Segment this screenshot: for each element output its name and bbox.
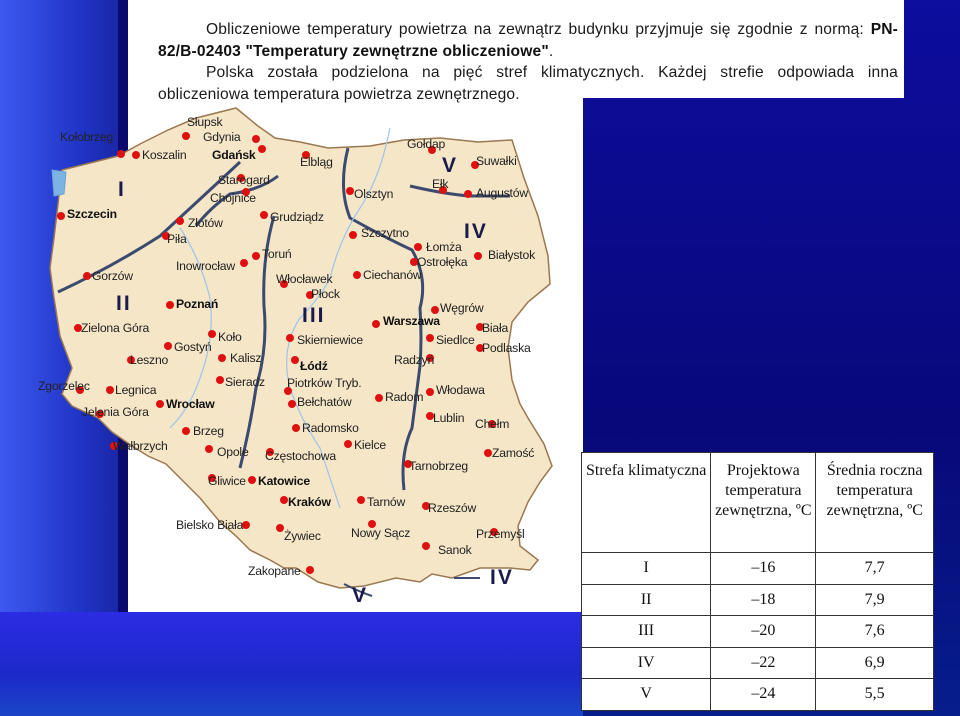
city-label: Zielona Góra — [81, 321, 150, 335]
city-dot — [276, 524, 284, 532]
city-dot — [346, 187, 354, 195]
city-dot — [156, 400, 164, 408]
annual-temp-cell: 7,6 — [816, 616, 934, 648]
zone-cell: IV — [582, 647, 711, 679]
city-dot — [258, 145, 266, 153]
zone-label-II: II — [116, 292, 132, 315]
city-dot — [353, 271, 361, 279]
city-dot — [280, 496, 288, 504]
city-label: Chełm — [475, 417, 510, 431]
city-label: Toruń — [262, 247, 292, 261]
city-dot — [240, 259, 248, 267]
city-dot — [344, 440, 352, 448]
design-temp-cell: –20 — [711, 616, 816, 648]
city-dot — [464, 190, 472, 198]
table-body — [582, 553, 934, 711]
city-label: Suwałki — [476, 154, 517, 168]
city-dot — [83, 272, 91, 280]
city-dot — [291, 356, 299, 364]
annual-temp-cell: 7,7 — [816, 553, 934, 585]
annual-temp-cell: 7,9 — [816, 584, 934, 616]
city-dot — [252, 135, 260, 143]
city-dot — [357, 496, 365, 504]
city-dot — [474, 252, 482, 260]
header-annual-temp: Średnia roczna temperatura zewnętrzna, ºC — [816, 453, 934, 553]
city-dot — [252, 252, 260, 260]
intro-line-2-suffix: . — [548, 42, 554, 60]
city-label: Koło — [218, 330, 242, 344]
city-dot — [484, 449, 492, 457]
city-label: Brzeg — [193, 424, 224, 438]
city-label: Włocławek — [276, 272, 333, 286]
city-label: Kołobrzeg — [60, 130, 114, 144]
city-label: Płock — [311, 287, 340, 301]
city-label: Wrocław — [166, 397, 215, 411]
city-label: Sieradz — [225, 375, 265, 389]
header-zone: Strefa klimatyczna — [582, 453, 711, 553]
annual-temp-cell: 5,5 — [816, 679, 934, 711]
city-dot — [208, 330, 216, 338]
city-dot — [182, 132, 190, 140]
city-dot — [164, 342, 172, 350]
city-label: Podlaska — [482, 341, 531, 355]
city-label: Leszno — [130, 353, 169, 367]
city-label: Szczecin — [67, 207, 117, 221]
design-temp-cell: –24 — [711, 679, 816, 711]
city-label: Gołdap — [407, 137, 446, 151]
design-temp-cell: –18 — [711, 584, 816, 616]
city-label: Piotrków Tryb. — [287, 376, 362, 390]
table-row — [582, 679, 934, 711]
table-row — [582, 584, 934, 616]
city-dot — [182, 427, 190, 435]
zone-cell: I — [582, 553, 711, 585]
city-label: Tarnobrzeg — [409, 459, 468, 473]
city-dot — [132, 151, 140, 159]
city-label: Elbląg — [300, 155, 333, 169]
city-dot — [216, 376, 224, 384]
city-label: Nowy Sącz — [351, 526, 411, 540]
city-dot — [426, 334, 434, 342]
city-dot — [260, 211, 268, 219]
city-label: Łódź — [300, 359, 328, 373]
city-dot — [205, 445, 213, 453]
city-label: Łomża — [426, 240, 462, 254]
city-label: Bielsko Biała — [176, 518, 244, 532]
city-label: Zgorzelec — [38, 379, 90, 393]
zone-cell: V — [582, 679, 711, 711]
city-label: Gliwice — [208, 474, 246, 488]
city-dot — [431, 306, 439, 314]
city-label: Sanok — [438, 543, 472, 557]
city-label: Ostrołęka — [417, 255, 468, 269]
city-dot — [306, 566, 314, 574]
city-label: Siedlce — [436, 333, 475, 347]
city-dot — [57, 212, 65, 220]
city-label: Zamość — [492, 446, 535, 460]
city-dot — [106, 386, 114, 394]
city-label: Gostyń — [174, 340, 212, 354]
city-label: Kalisz — [230, 351, 262, 365]
city-label: Włodawa — [436, 383, 485, 397]
city-label: Jelenia Góra — [82, 405, 149, 419]
city-dot — [292, 424, 300, 432]
city-label: Gorzów — [92, 269, 133, 283]
city-label: Kielce — [354, 438, 386, 452]
intro-line-3: Polska została podzielona na pięć stref klimatycznych. Każdej strefie odpowiada inna obliczeniowa temperatura powietrza zewnętrznego. — [158, 64, 898, 103]
city-label: Ciechanów — [363, 268, 422, 282]
zone-label-IV: IV — [464, 220, 488, 243]
city-label: Wałbrzych — [113, 439, 168, 453]
zone-label-III: III — [302, 304, 326, 327]
city-dot — [349, 231, 357, 239]
city-label: Warszawa — [383, 314, 440, 328]
header-design-temp: Projektowa temperatura zewnętrzna, ºC — [711, 453, 816, 553]
background-bottom-panel — [0, 612, 583, 716]
city-dot — [422, 542, 430, 550]
city-dot — [218, 354, 226, 362]
zone-label-V: V — [442, 154, 459, 177]
city-dot — [414, 243, 422, 251]
city-label: Olsztyn — [354, 187, 394, 201]
city-label: Zakopane — [248, 564, 301, 578]
poland-climate-zone-map — [0, 98, 583, 612]
zone-cell: III — [582, 616, 711, 648]
city-label: Kraków — [288, 495, 331, 509]
city-label: Gdynia — [203, 130, 241, 144]
city-label: Rzeszów — [428, 501, 477, 515]
city-dot — [375, 394, 383, 402]
city-dot — [288, 400, 296, 408]
city-label: Bełchatów — [297, 395, 352, 409]
city-label: Słupsk — [187, 115, 223, 129]
intro-line-1: Obliczeniowe temperatury powietrza na zewnątrz budynku przyjmuje się zgodnie z — [206, 21, 808, 38]
climate-zone-table — [581, 452, 934, 711]
szczecin-lagoon — [52, 170, 66, 196]
intro-line-2-prefix: normą: — [814, 21, 871, 38]
city-dot — [286, 334, 294, 342]
city-dot — [166, 301, 174, 309]
city-label: Ełk — [432, 177, 449, 191]
city-label: Poznań — [176, 297, 219, 311]
norm-reference: PN-82/B-02403 "Temperatury zewnętrzne obliczeniowe" — [158, 21, 898, 60]
city-label: Opole — [217, 445, 249, 459]
city-label: Skierniewice — [297, 333, 364, 347]
city-dot — [176, 217, 184, 225]
city-label: Tarnów — [367, 495, 406, 509]
zone-label-I: I — [118, 178, 126, 201]
city-dot — [372, 320, 380, 328]
city-label: Złotów — [188, 216, 223, 230]
city-label: Koszalin — [142, 148, 187, 162]
intro-text — [158, 19, 898, 105]
zone-cell: II — [582, 584, 711, 616]
city-label: Augustów — [476, 186, 528, 200]
city-label: Białystok — [488, 248, 535, 262]
design-temp-cell: –16 — [711, 553, 816, 585]
table-row — [582, 553, 934, 585]
city-label: Szczytno — [361, 226, 409, 240]
city-dot — [117, 150, 125, 158]
city-label: Radom — [385, 390, 424, 404]
city-label: Starogard — [218, 173, 270, 187]
city-label: Radomsko — [302, 421, 359, 435]
city-dot — [426, 388, 434, 396]
city-label: Chojnice — [210, 191, 256, 205]
annual-temp-cell: 6,9 — [816, 647, 934, 679]
city-label: Piła — [167, 232, 187, 246]
city-label: Przemyśl — [476, 527, 525, 541]
zone-label-IV-south: IV — [490, 566, 514, 589]
city-label: Biała — [482, 321, 509, 335]
city-label: Częstochowa — [265, 449, 336, 463]
city-label: Węgrów — [440, 301, 484, 315]
design-temp-cell: –22 — [711, 647, 816, 679]
city-label: Żywiec — [284, 529, 321, 543]
city-dot — [248, 476, 256, 484]
table-row — [582, 616, 934, 648]
city-label: Grudziądz — [270, 210, 324, 224]
city-label: Lublin — [433, 411, 465, 425]
city-label: Radzyń — [394, 353, 435, 367]
table-row — [582, 647, 934, 679]
city-label: Legnica — [115, 383, 157, 397]
city-dot — [242, 521, 250, 529]
city-label: Inowrocław — [176, 259, 235, 273]
zone-label-V-south: V — [352, 584, 369, 607]
city-label: Katowice — [258, 474, 310, 488]
city-label: Gdańsk — [212, 148, 256, 162]
